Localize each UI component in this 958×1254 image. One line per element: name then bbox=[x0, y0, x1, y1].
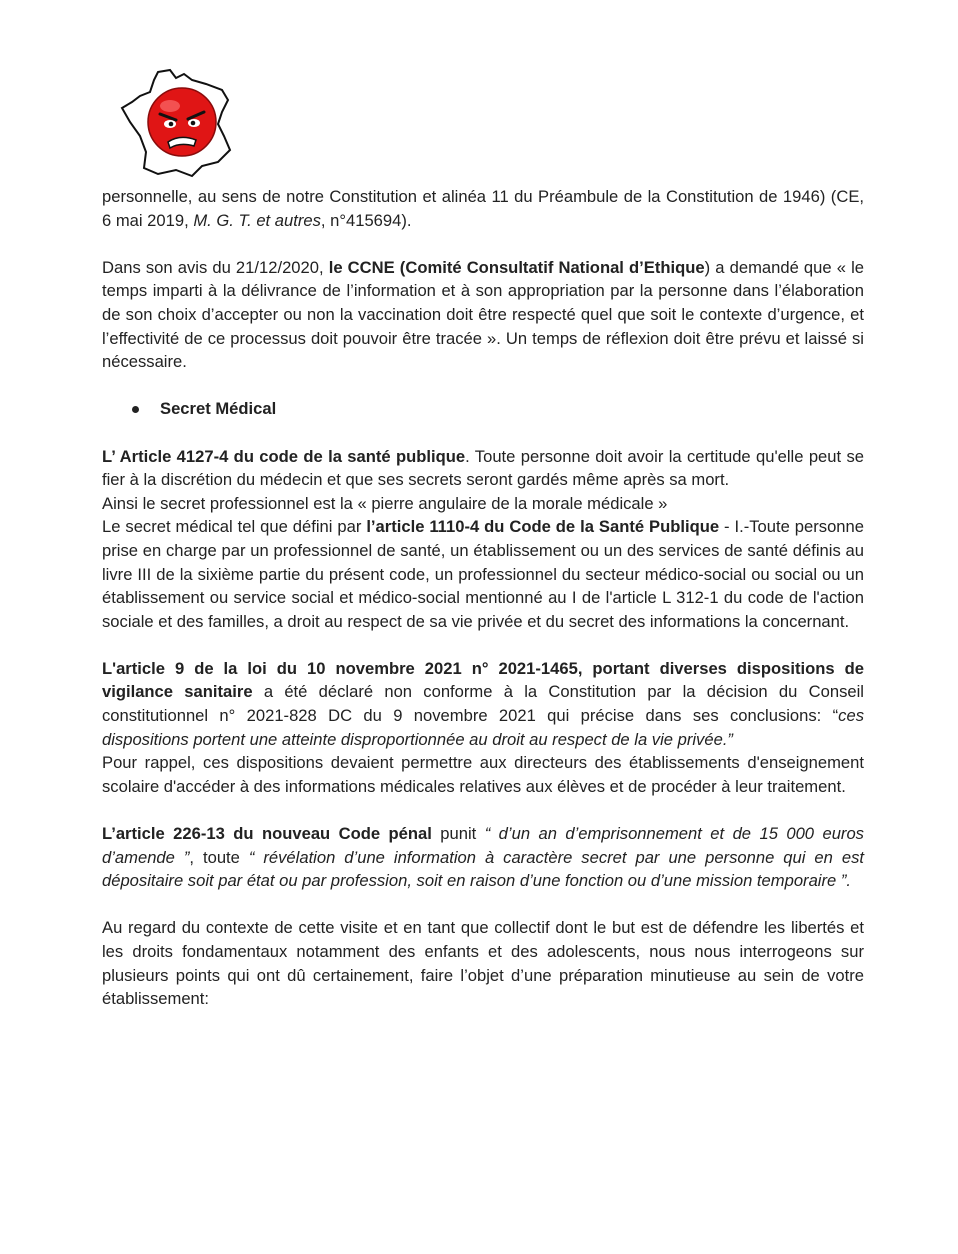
paragraph-article-1110-4 bbox=[102, 515, 864, 633]
text: Dans son avis du 21/12/2020, bbox=[102, 257, 329, 277]
text: personnelle, au sens de notre Constitution et alinéa 11 du Préambule de la Constitution de 1946) (CE, 6 mai 2019, bbox=[102, 187, 864, 230]
article-reference: l’article 1110-4 du Code de la Santé Publique bbox=[366, 517, 720, 537]
bullet-secret-medical bbox=[102, 397, 864, 421]
paragraph-article-226-13 bbox=[102, 822, 864, 893]
bullet-icon bbox=[132, 406, 139, 413]
bullet-label: Secret Médical bbox=[160, 399, 277, 419]
quote: “ d’un an d’emprisonnement et de 15 000 euros d’amende ” bbox=[102, 824, 864, 867]
text: - I.-Toute personne prise en charge par un professionnel de santé, un établissement ou un des services de santé définis au livre III de la sixième partie du présent code, un professionnel du secteur médico-social ou social ou un établissement ou service social et médico-social mentionné au I de l'article L 312-1 du code de l'action sociale et des familles, a droit au respect de sa vie privée et du secret des informations la concernant. bbox=[102, 517, 864, 631]
paragraph-pour-rappel: Pour rappel, ces dispositions devaient permettre aux directeurs des établissements d'enseignement scolaire d'accéder à des informations médicales relatives aux élèves et de procéder à leur traitement. bbox=[102, 753, 864, 796]
case-name: M. G. T. et autres bbox=[193, 210, 321, 230]
text: punit bbox=[431, 824, 485, 844]
text: , n°415694). bbox=[320, 210, 412, 230]
text: . Toute personne doit avoir la certitude qu'elle peut se fier à la discrétion du médecin et que ses secrets seront gardés même après sa mort. bbox=[102, 446, 864, 490]
paragraph-conseil-etat bbox=[102, 185, 864, 232]
article-reference: L’ Article 4127-4 du code de la santé publique bbox=[102, 446, 466, 466]
law-reference: L'article 9 de la loi du 10 novembre 2021 n° 2021-1465, portant diverses dispositions de vigilance sanitaire bbox=[102, 658, 864, 702]
text: Le secret médical tel que défini par bbox=[102, 517, 367, 537]
document-body bbox=[102, 185, 864, 1011]
quote: ces dispositions portent une atteinte disproportionnée au droit au respect de la vie privée.” bbox=[102, 706, 864, 749]
angry-france-map-logo bbox=[118, 66, 236, 180]
article-reference: L’article 226-13 du nouveau Code pénal bbox=[102, 824, 432, 844]
text: , toute bbox=[189, 847, 249, 867]
paragraph-article-4127-4 bbox=[102, 445, 864, 492]
paragraph-pierre-angulaire: Ainsi le secret professionnel est la « pierre angulaire de la morale médicale » bbox=[102, 493, 668, 513]
ccne-reference: le CCNE (Comité Consultatif National d’Ethique bbox=[328, 257, 705, 277]
quote: “ révélation d’une information à caractère secret par une personne qui en est dépositaire soit par état ou par profession, soit en raison d’une fonction ou d’une mission temporaire ”. bbox=[102, 847, 864, 891]
text: ) a demandé que « le temps imparti à la délivrance de l’information et à son appropriation par la personne dans l’élaboration de son choix d’accepter ou non la vaccination doit être respecté quel que soit le contexte d’urgence, et l’effectivité de ce processus doit pouvoir être tracée ». Un temps de réflexion doit être prévu et laissé si nécessaire. bbox=[102, 257, 864, 372]
paragraph-loi-2021 bbox=[102, 657, 864, 751]
paragraph-conclusion: Au regard du contexte de cette visite et en tant que collectif dont le but est de défendre les libertés et les droits fondamentaux notamment des enfants et des adolescents, nous nous interrogeons sur plusieurs points qui ont dû certainement, faire l’objet d’une préparation minutieuse au sein de votre établissement: bbox=[102, 918, 864, 1009]
paragraph-ccne bbox=[102, 256, 864, 374]
text: a été déclaré non conforme à la Constitution par la décision du Conseil constitutionnel n° 2021-828 DC du 9 novembre 2021 qui précise dans ses conclusions: “ bbox=[102, 682, 864, 726]
